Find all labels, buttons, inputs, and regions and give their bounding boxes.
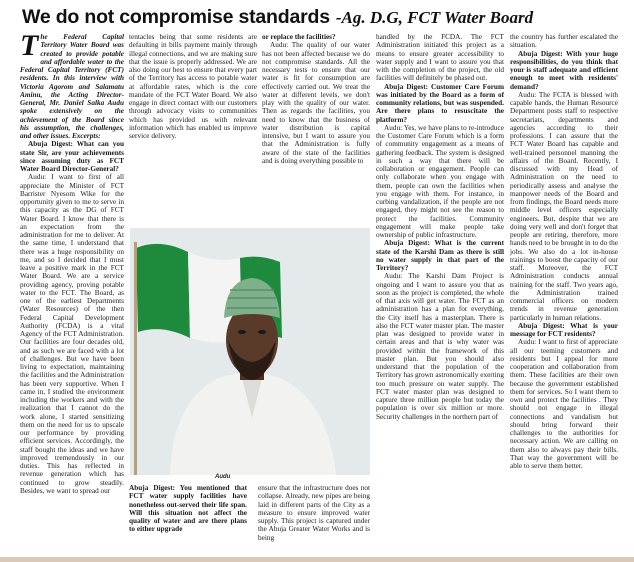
answer-karshi-dam: Audu: The Karshi Dam Project is ongoing and I want to assure you that as soon as the project is completed, the whole of that axis will get water. The FCT as an administration has a plan for everything, the City itself has a masterplan. There is also the FCT water master plan. The master plan was designed to provide water in certain areas and that is why water was provided within the framework of this master plan. But you should also understand that the population of the Territory has grown astronomically exerting too much pressure on water supply. The FCT water master plan was designed to capture three million people but today the population is over six million or more. Security challenges in the northern part of — [376, 272, 504, 421]
question-customer-care: Abuja Digest: Customer Care Forum was initiated by the Board as a form of community relations, but was suspended. Are there plans to resuscitate the platform? — [376, 82, 504, 124]
article-column-1 — [20, 33, 124, 555]
intro-paragraph — [20, 33, 124, 140]
paragraph-infrastructure: ensure that the infrastructure does not collapse. Already, new pipes are being laid in different parts of the City as a measure to ensure improved water supply. This project is captured under the Abuja Greater Water Works and is being — [258, 484, 370, 542]
question-staff: Abuja Digest: With your huge responsibilities, do you think that your is staff adequate and efficient enough to meet with residents' demand? — [510, 49, 618, 91]
intro-text: he Federal Capital Territory Water Board was created to provide potable and affordable water to the Federal Capital Territory (FCT) residents. In this interview with Victoria Agorom and Salamatu Aminu, the Acting Director-General, Mr. Daniel Salka Audu spoke extensively on the achievement of the Board since his assumption, the challenges, and other issues. Excerpts: — [20, 33, 124, 140]
headline-attribution: -Ag. D.G, FCT Water Board — [335, 8, 534, 27]
article-column-5 — [510, 33, 618, 555]
article-column-3 — [262, 33, 370, 225]
article-column-2-bottom — [129, 484, 247, 555]
portrait-illustration — [130, 228, 370, 475]
photo-caption: Audu — [215, 474, 231, 480]
question-continuation: or replace the facilities? — [262, 33, 336, 41]
paragraph-tentacles: tentacles being that some residents are defaulting in bills payment mainly through illegal connections, and we are making sure that the issue is properly addressed. We are also doing our best to ensure that every part of the Territory has access to potable water at affordable rates, which is the core mandate of the FCT Water Board. We also engage in direct contact with our customers through advocacy visits to communities which has provided us with relevant information which has enabled us improve service delivery. — [129, 33, 257, 140]
headline-title: We do not compromise standards — [22, 6, 330, 28]
question-message: Abuja Digest: What is your message for FCT residents? — [510, 321, 618, 338]
flag-left-green — [136, 244, 190, 338]
paragraph-escalation: the country has further escalated the situation. — [510, 33, 618, 50]
article-column-4 — [376, 33, 504, 555]
drop-cap: T — [20, 33, 39, 62]
article-column-3-bottom — [258, 484, 370, 555]
question-facilities: Abuja Digest: You mentioned that FCT water supply facilities have nonetheless out-served their life span. Will this situation not affect the quality of water and are there plans to either upgrade — [129, 484, 247, 534]
article-column-2 — [129, 33, 257, 225]
bottom-rule — [0, 557, 634, 562]
question-achievements: Abuja Digest: What can you state Sir, are your achievements since assuming duty as FCT Water Board Director-General? — [20, 140, 124, 173]
portrait-photo — [130, 228, 370, 475]
question-karshi-dam: Abuja Digest: What is the current state of the Karshi Dam as there is still no water supply in that part of the Territory? — [376, 239, 504, 272]
paragraph-fcda: handled by the FCDA. The FCT Administration initiated this project as a means to ensure greater accessibility to water supply and I want to assure you that with the completion of the project, the old facilities will definitely be phased out. — [376, 33, 504, 83]
answer-staff: Audu: The FCTA is blessed with capable hands, the Human Resource Department posts staff to respective secretariats, departments and agencies according to their professions. I can assure that the FCT Water Board has capable and well-trained personnel manning the affairs of the Board. Recently, I discussed with my Head of Administration on the need to periodically assess and analyse the manpower needs of the Board and from findings, the Board needs more middle level officers especially engineers. But, despite that we are doing very well and don't forget that people are retiring, therefore, more hands need to be brought in to do the jobs. We also do a lot in-house trainings to boost the capacity of our staff. Moreover, the FCT Administration conducts annual training for the staff. Two years ago, the Administration trained commercial officers on modern trends in revenue generation particularly in human relations. — [510, 90, 618, 322]
answer-customer-care: Audu: Yes, we have plans to re-introduce the Customer Care Forum which is a form of community engagement as a means of gathering feedback. The system is designed in such a way that there will be collaboration or engagement. People can only collaborate when you engage with them, people can own the facilities when you engage with them. For instance, in curbing vandalization, if the people are not engaged, they might not see the reason to protect the facilities. Community engagement will make people take ownership of public infrastructure. — [376, 123, 504, 239]
answer-achievements: Audu: I want to first of all appreciate the Minister of FCT Barrister Nyesom Wike for the opportunity given to me to serve in this capacity as the DG of FCT Water Board. I know that there is an expectation from the administration for me to deliver. At the same time, I understand that there was a huge responsibility on me, and so I decided that I must leave a positive mark in the FCT Water Board. We are a service providing agency, proving potable water to the FCT. The Board, as one of the earliest Departments (Water Resources) of the then Federal Capital Development Authority (FCDA) is a vital Agency of the FCT Administration. Our facilities are four decades old, and as such we are faced with a lot of challenges. But we have been living to expectation, maintaining the facilities and the Administration has been very supportive. When I came in, I studied the environment including the workers and with the realization that I cannot do the work alone, I started sensitizing them on the need for us to upscale our performance by providing efficient services. Accordingly, the staff bought the ideas and we have improved tremendously in our duties. This has reflected in revenue generation which has continued to grow steadily. Besides, we want to spread our — [20, 173, 124, 495]
answer-water-quality: Audu: The quality of our water has not been affected because we do not compromise standards. All the necessary tests to ensure that our water is fit for consumption are effectively carried out. We treat the water at different levels, we don't play with the quality of our water. Then as regards the facilities, you need to know that the business of water distribution is capital intensive, but I want to assure you that the Administration is fully aware of the state of the facilities and is doing everything possible to — [262, 41, 370, 165]
headline — [22, 6, 626, 30]
answer-message: Audu: I want to first of appreciate all our teeming customers and residents but I appeal for more cooperation and collaboration from them. These facilities are their own because the government established them for services. So I want them to own and protect the facilities . They should not engage in illegal connections and vandalism but should bring forward their challenges to the authorities for necessary action. We are calling on them also to always pay their bills. That way the government will be able to serve them better. — [510, 338, 618, 470]
